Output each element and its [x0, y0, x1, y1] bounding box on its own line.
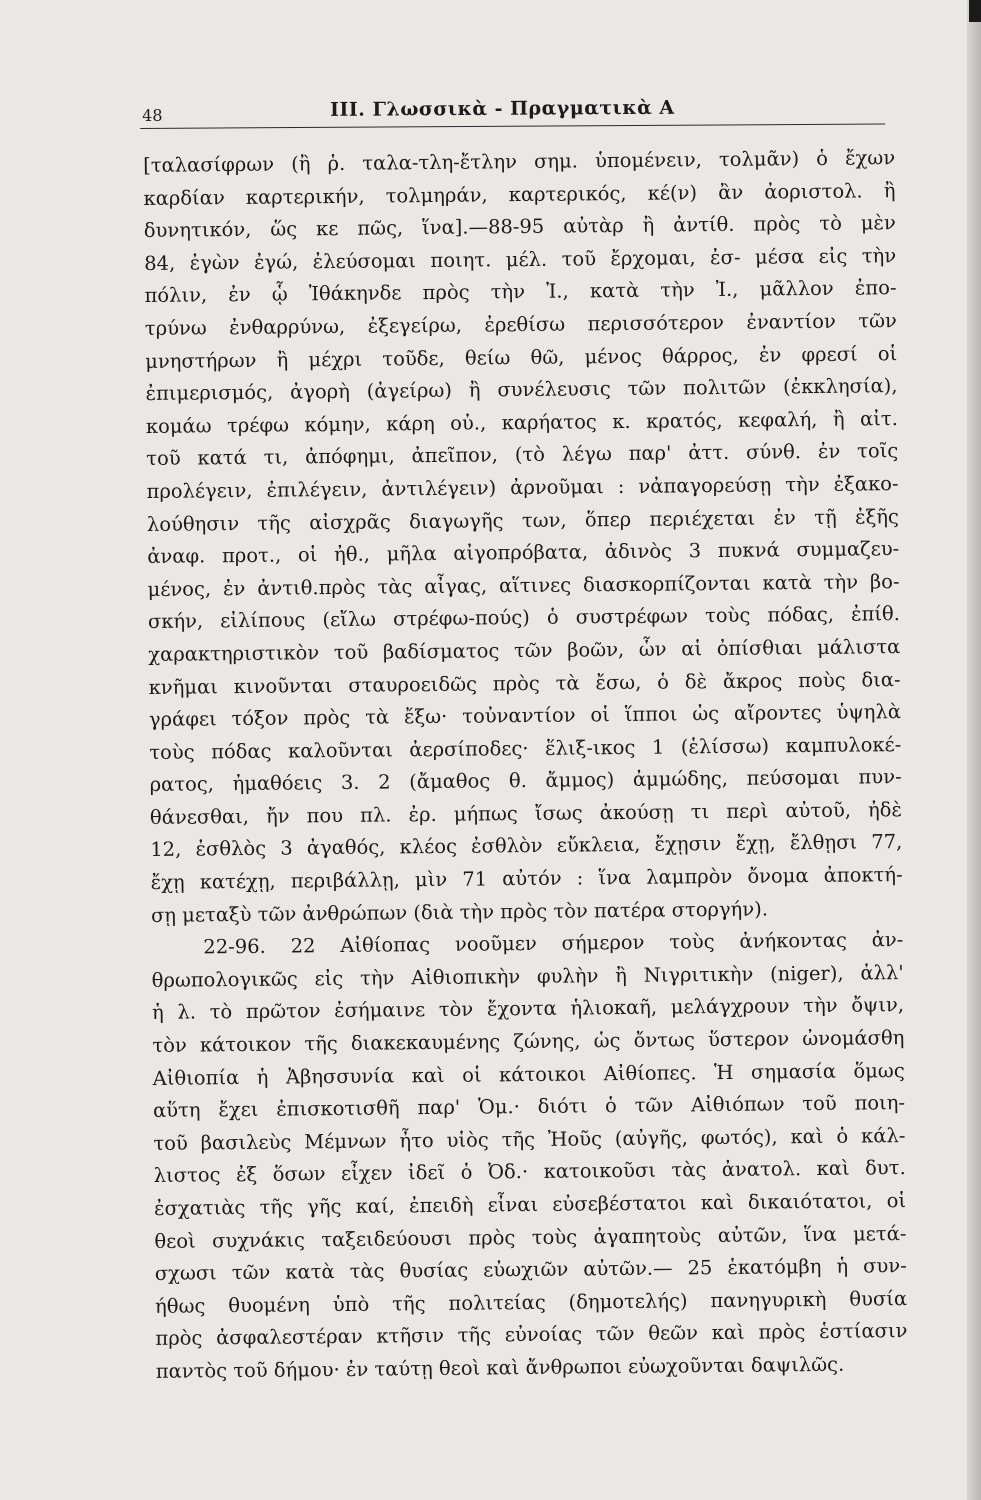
page-edge-shadow: [967, 0, 981, 1500]
text-line: σῃ μεταξὺ τῶν ἀνθρώπων (διὰ τὴν πρὸς τὸν πατέρα στοργήν).: [150, 897, 769, 927]
text-line: Αἰθιοπία ἡ Ἀβησσυνία καὶ οἱ κάτοικοι Αἰθίοπες. Ἡ σημασία ὅμως: [152, 1058, 905, 1090]
page-number: 48: [142, 105, 163, 125]
text-line: πρὸς ἀσφαλεστέραν κτῆσιν τῆς εὐνοίας τῶν θεῶν καὶ πρὸς ἑστίασιν: [155, 1319, 908, 1351]
text-line: ἐσχατιὰς τῆς γῆς καί, ἐπειδὴ εἶναι εὐσεβέστατοι καὶ δικαιότατοι, οἱ: [153, 1189, 907, 1220]
text-line: [ταλασίφρων (ἢ ῥ. ταλα-τλη-ἔτλην σημ. ὑπομένειν, τολμᾶν) ὁ ἔχων: [143, 146, 896, 177]
text-line: ἀναφ. προτ., οἱ ἠθ., μῆλα αἰγοπρόβατα, ἀδινὸς 3 πυκνά συμμαζευ-: [147, 537, 900, 569]
text-line: τρύνω ἐνθαρρύνω, ἐξεγείρω, ἐρεθίσω περισσότερον ἐναντίον τῶν: [144, 309, 897, 340]
body-text: [143, 142, 908, 1388]
text-line: σκήν, εἰλίπους (εἴλω στρέφω-πούς) ὁ συστρέφων τοὺς πόδας, ἐπίθ.: [147, 602, 901, 634]
text-line: ήθως θυομένη ὑπὸ τῆς πολιτείας (δημοτελής) πανηγυρικὴ θυσία: [154, 1286, 908, 1318]
text-line: μνηστήρων ἢ μέχρι τοῦδε, θείω θῶ, μένος θάρρος, ἐν φρεσί οἱ: [145, 341, 898, 373]
text-line: παντὸς τοῦ δήμου· ἐν ταύτῃ θεοὶ καὶ ἄνθρωποι εὐωχοῦνται δαψιλῶς.: [155, 1352, 845, 1383]
text-line: ἔχῃ κατέχῃ, περιβάλλῃ, μὶν 71 αὐτόν : ἵνα λαμπρὸν ὄνομα ἀποκτή-: [150, 863, 903, 895]
text-line: ἡ λ. τὸ πρῶτον ἐσήμαινε τὸν ἔχοντα ἡλιοκαῆ, μελάγχρουν τὴν ὄψιν,: [151, 993, 905, 1025]
text-line: δυνητικόν, ὥς κε πῶς, ἵνα].—88-95 αὐτὰρ ἢ ἀντίθ. πρὸς τὸ μὲν: [143, 211, 896, 243]
text-line: 84, ἐγὼν ἐγώ, ἐλεύσομαι ποιητ. μέλ. τοῦ ἔρχομαι, ἐσ- μέσα εἰς τὴν: [144, 243, 897, 275]
text-line: κομάω τρέφω κόμην, κάρη οὐ., καρήατος κ. κρατός, κεφαλή, ἢ αἰτ.: [145, 406, 898, 438]
text-line: χαρακτηριστικὸν τοῦ βαδίσματος τῶν βοῶν, ὧν αἱ ὀπίσθιαι μάλιστα: [148, 635, 901, 666]
page-header: [140, 93, 885, 129]
text-line: αὕτη ἔχει ἐπισκοτισθῆ παρ' Ὁμ.· διότι ὁ τῶν Αἰθιόπων τοῦ ποιη-: [152, 1091, 906, 1123]
text-line: κνῆμαι κινοῦνται σταυροειδῶς πρὸς τὰ ἔσω, ὁ δὲ ἄκρος ποὺς δια-: [148, 667, 901, 699]
corner-mark: [969, 0, 981, 22]
text-line: ἐπιμερισμός, ἀγορὴ (ἀγείρω) ἢ συνέλευσις τῶν πολιτῶν (ἐκκλησία),: [145, 374, 898, 406]
text-line: καρδίαν καρτερικήν, τολμηράν, καρτερικός, κέ(ν) ἂν ἀοριστολ. ἢ: [143, 178, 896, 210]
text-line: γράφει τόξον πρὸς τὰ ἔξω· τοὐναντίον οἱ ἵπποι ὡς αἴροντες ὑψηλὰ: [148, 700, 902, 732]
text-line: τοῦ βασιλεὺς Μέμνων ἦτο υἱὸς τῆς Ἠοῦς (αὐγῆς, φωτός), καὶ ὁ κάλ-: [153, 1123, 906, 1155]
text-line: 22-96. 22 Αἰθίοπας νοοῦμεν σήμερον τοὺς ἀνήκοντας ἀν-: [203, 928, 904, 959]
text-line: μένος, ἐν ἀντιθ.πρὸς τὰς αἶγας, αἵτινες διασκορπίζονται κατὰ τὴν βο-: [147, 569, 900, 601]
text-line: λούθησιν τῆς αἰσχρᾶς διαγωγῆς των, ὅπερ περιέχεται ἐν τῇ ἐξῆς: [146, 504, 899, 536]
text-line: πόλιν, ἐν ᾧ Ἰθάκηνδε πρὸς τὴν Ἰ., κατὰ τὴν Ἰ., μᾶλλον ἐπο-: [144, 276, 897, 308]
text-line: θρωπολογικῶς εἰς τὴν Αἰθιοπικὴν φυλὴν ἢ Νιγριτικὴν (niger), ἀλλ': [151, 960, 904, 992]
text-line: ρατος, ἠμαθόεις 3. 2 (ἄμαθος θ. ἄμμος) ἀμμώδης, πεύσομαι πυν-: [149, 765, 902, 797]
text-line: τοὺς πόδας καλοῦνται ἀερσίποδες· ἕλιξ-ικος 1 (ἑλίσσω) καμπυλοκέ-: [149, 732, 902, 764]
text-line: τὸν κάτοικον τῆς διακεκαυμένης ζώνης, ὡς ὄντως ὕστερον ὠνομάσθη: [152, 1026, 905, 1057]
running-head: III. Γλωσσικὰ - Πραγματικὰ Α: [330, 96, 675, 121]
text-line: 12, ἐσθλὸς 3 ἀγαθός, κλέος ἐσθλὸν εὔκλεια, ἔχῃσιν ἔχῃ, ἔλθῃσι 77,: [150, 830, 903, 862]
text-line: λιστος ἐξ ὅσων εἶχεν ἰδεῖ ὁ Ὀδ.· κατοικοῦσι τὰς ἀνατολ. καὶ δυτ.: [153, 1156, 906, 1188]
text-line: προλέγειν, ἐπιλέγειν, ἀντιλέγειν) ἀρνοῦμαι : νἀπαγορεύσῃ τὴν ἐξακο-: [146, 472, 899, 503]
text-line: θάνεσθαι, ἤν που πλ. ἐρ. μήπως ἴσως ἀκούσῃ τι περὶ αὐτοῦ, ἠδὲ: [149, 797, 903, 829]
text-line: τοῦ κατά τι, ἀπόφημι, ἀπεῖπον, (τὸ λέγω παρ' ἀττ. σύνθ. ἐν τοῖς: [146, 439, 899, 471]
text-line: σχωσι τῶν κατὰ τὰς θυσίας εὐωχιῶν αὐτῶν.— 25 ἑκατόμβη ἡ συν-: [154, 1254, 907, 1286]
text-line: θεοὶ συχνάκις ταξειδεύουσι πρὸς τοὺς ἀγαπητοὺς αὐτῶν, ἵνα μετά-: [154, 1221, 907, 1253]
